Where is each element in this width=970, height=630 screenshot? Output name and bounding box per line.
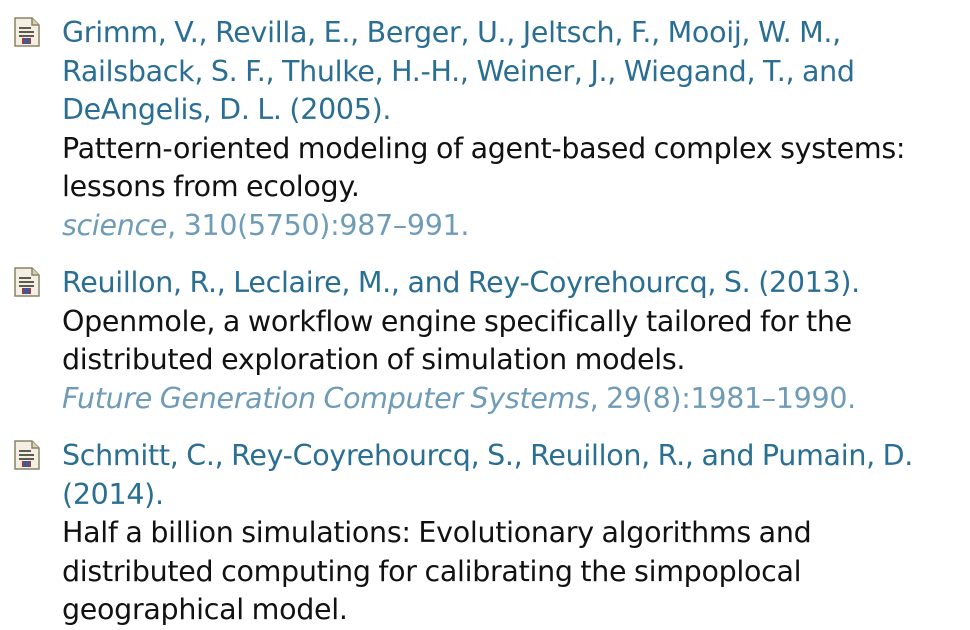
- bib-entry-text: [62, 437, 952, 630]
- entry-title: Half a billion simulations: Evolutionary algorithms and distributed computing for calibrating the simpoplocal geographical model.: [62, 516, 812, 626]
- bib-entry-text: [62, 264, 952, 418]
- entry-title: Openmole, a workflow engine specifically tailored for the distributed exploration of simulation models.: [62, 304, 852, 376]
- entry-venue: [62, 207, 952, 246]
- entry-venue: [62, 380, 952, 419]
- entry-authors: Schmitt, C., Rey-Coyrehourcq, S., Reuillon, R., and Pumain, D. (2014).: [62, 439, 914, 511]
- document-icon: [13, 440, 41, 470]
- bib-entry-text: [62, 14, 952, 245]
- entry-authors: Reuillon, R., Leclaire, M., and Rey-Coyrehourcq, S. (2013).: [62, 266, 860, 299]
- entry-authors: Grimm, V., Revilla, E., Berger, U., Jeltsch, F., Mooij, W. M., Railsback, S. F., Thulke, H.-H., Weiner, J., Wiegand, T., and DeAngelis, D. L. (2005).: [62, 16, 855, 126]
- entry-journal: Future Generation Computer Systems: [62, 381, 590, 415]
- document-icon: [13, 267, 41, 297]
- entry-details: , 310(5750):987–991.: [167, 208, 470, 242]
- entry-details: , 29(8):1981–1990.: [589, 381, 856, 415]
- entry-journal: science: [62, 208, 168, 242]
- entry-title: Pattern-oriented modeling of agent-based complex systems: lessons from ecology.: [62, 131, 906, 203]
- document-icon: [13, 17, 41, 47]
